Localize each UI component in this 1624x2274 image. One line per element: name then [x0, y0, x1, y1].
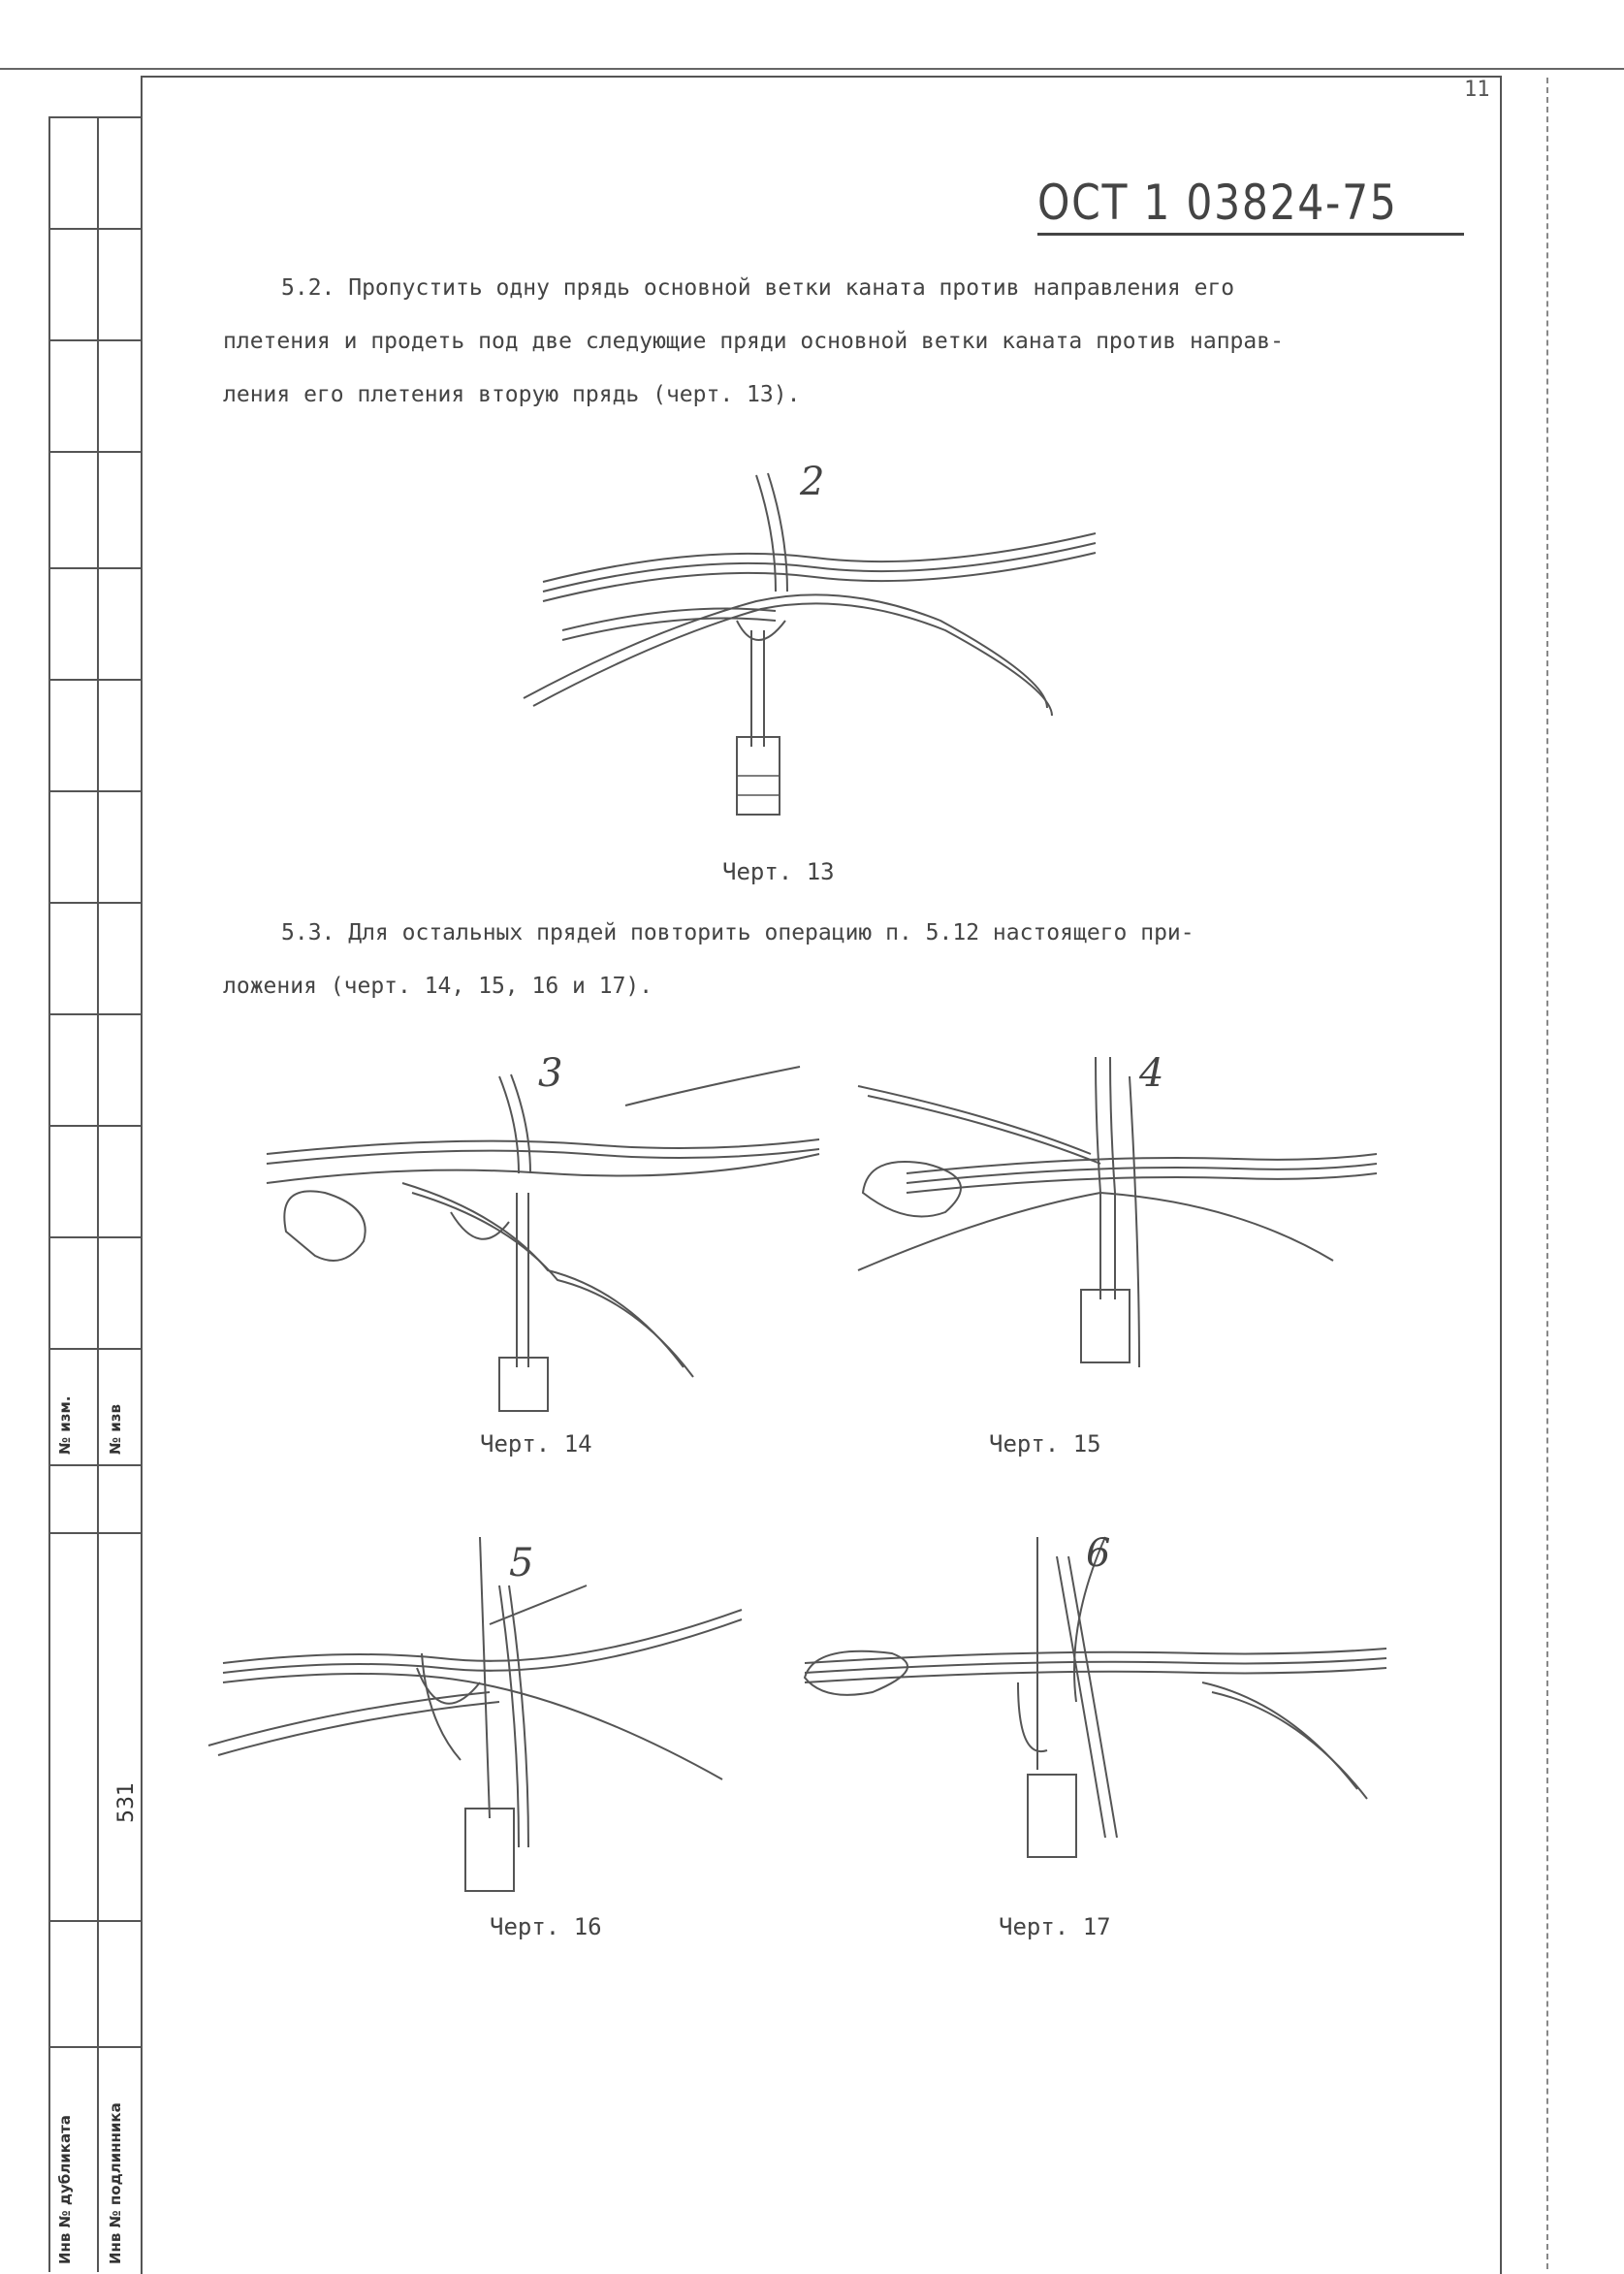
figure-13-caption: Черт. 13: [722, 858, 835, 885]
figure-16-caption: Черт. 16: [490, 1913, 602, 1940]
strip-rule: [48, 1125, 141, 1127]
rope-splice-drawing: [504, 456, 1105, 844]
strip-border-left: [48, 116, 50, 2272]
binding-line: [1546, 78, 1548, 2269]
strip-rule: [48, 1236, 141, 1238]
strip-rule: [48, 1920, 141, 1922]
figure-label: 3: [538, 1051, 563, 1096]
strip-label-izv: № изв: [107, 1404, 124, 1455]
strip-rule: [48, 1348, 141, 1350]
strip-label-izm: № изм.: [56, 1395, 74, 1455]
paragraph-5-2: [223, 262, 1425, 422]
strip-rule: [48, 2046, 141, 2048]
figure-17: [795, 1527, 1406, 1896]
strip-rule: [48, 116, 141, 118]
figure-label: 6: [1086, 1531, 1111, 1576]
figure-14: [257, 1047, 839, 1416]
sheet-number: 11: [1464, 78, 1490, 102]
doc-title: ОСТ 1 03824-75: [1037, 175, 1398, 231]
strip-rule: [48, 790, 141, 792]
paragraph-line: 5.2. Пропустить одну прядь основной ветки каната против направления его: [281, 275, 1235, 301]
strip-rule: [48, 1532, 141, 1534]
rope-splice-drawing: [848, 1047, 1391, 1416]
strip-rule: [48, 339, 141, 341]
paragraph-line: ложения (черт. 14, 15, 16 и 17).: [223, 974, 653, 999]
sheet-top-rule: [0, 68, 1624, 70]
strip-rule: [48, 1464, 141, 1466]
paragraph-5-3: [223, 907, 1425, 1013]
paragraph-line: 5.3. Для остальных прядей повторить операцию п. 5.12 настоящего при-: [281, 920, 1194, 945]
strip-rule: [48, 567, 141, 569]
figure-17-caption: Черт. 17: [999, 1913, 1111, 1940]
strip-label-inv-dubl: Инв № дубликата: [56, 2115, 74, 2264]
figure-13: [504, 456, 1105, 844]
strip-rule: [48, 679, 141, 681]
strip-rule: [48, 1013, 141, 1015]
doc-title-underline: [1037, 233, 1464, 236]
figure-15-caption: Черт. 15: [989, 1430, 1101, 1457]
figure-label: 5: [509, 1541, 534, 1585]
rope-splice-drawing: [199, 1527, 771, 1896]
figure-label: 4: [1139, 1051, 1164, 1096]
paragraph-line: ления его плетения вторую прядь (черт. 13).: [223, 382, 801, 407]
strip-rule: [48, 902, 141, 904]
paragraph-line: плетения и продеть под две следующие пряди основной ветки каната против направ-: [223, 329, 1284, 354]
rope-splice-drawing: [257, 1047, 839, 1416]
strip-label-inv-podl: Инв № подлинника: [107, 2102, 124, 2264]
strip-rule: [48, 228, 141, 230]
figure-16: [199, 1527, 771, 1896]
strip-border-mid: [97, 116, 99, 2272]
figure-15: [848, 1047, 1391, 1416]
figure-label: 2: [800, 460, 825, 504]
rope-splice-drawing: [795, 1527, 1406, 1896]
strip-rule: [48, 451, 141, 453]
figure-14-caption: Черт. 14: [480, 1430, 592, 1457]
strip-inv-number: 531: [114, 1782, 139, 1823]
